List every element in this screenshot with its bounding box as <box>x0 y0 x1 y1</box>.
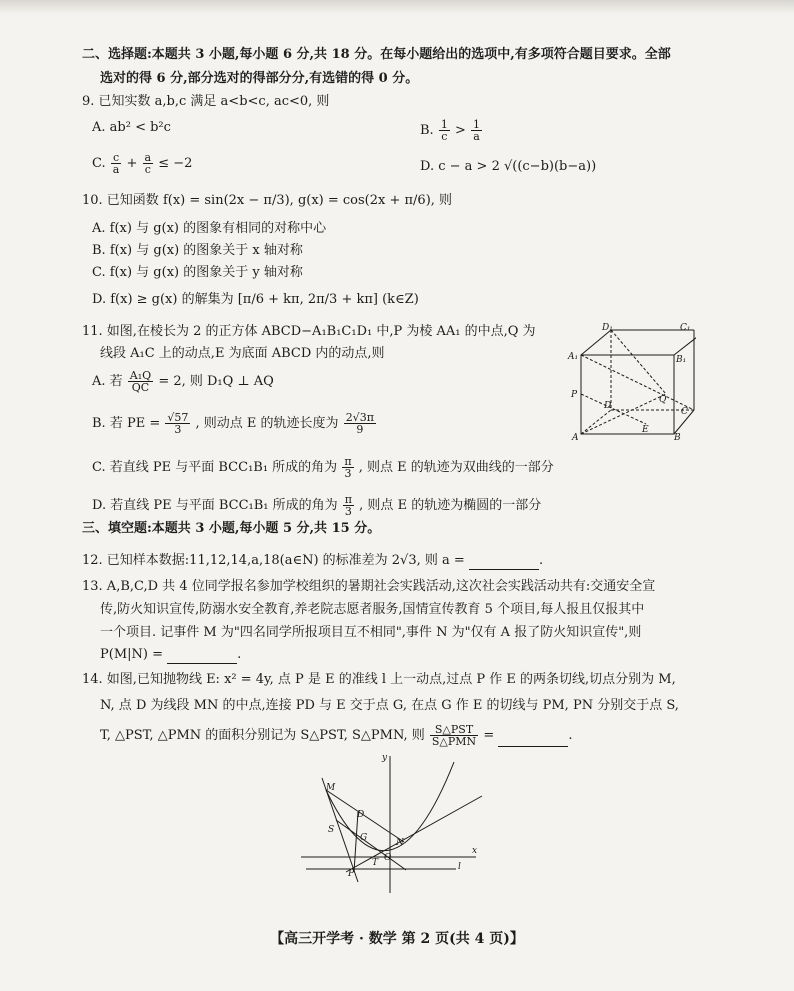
label-x: x <box>472 846 478 856</box>
label-b1: B₁ <box>676 355 687 365</box>
q9-option-a: A. ab² < b²c <box>92 120 171 135</box>
page-footer: 【高三开学考 · 数学 第 2 页(共 4 页)】 <box>270 931 524 947</box>
q13-answer-blank[interactable] <box>167 651 237 664</box>
label-y: y <box>382 753 388 763</box>
label-s: S <box>328 825 335 835</box>
cube-edge-ad <box>581 410 611 434</box>
segment-pd <box>354 812 358 872</box>
q11-stem-line1: 11. 如图,在棱长为 2 的正方体 ABCD−A₁B₁C₁D₁ 中,P 为棱 AA₁ 的中点,Q 为 <box>82 324 536 339</box>
label-t: T <box>372 858 379 868</box>
q13-line2: 传,防火知识宣传,防溺水安全教育,养老院志愿者服务,国情宣传教育 5 个项目,每人报且仅报其中 <box>100 602 645 617</box>
q13-line3: 一个项目. 记事件 M 为"四名同学所报项目互不相同",事件 N 为"仅有 A 报了防火知识宣传",则 <box>100 625 642 640</box>
q9-option-b: B. $\frac{1}{c}$ > $\frac{1}{a}$ <box>420 118 481 143</box>
label-a: A <box>572 433 579 443</box>
q12-text: 12. 已知样本数据:11,12,14,a,18(a∈N) 的标准差为 2√3, 则 a = . <box>82 553 544 568</box>
section2-heading-line1: 二、选择题:本题共 3 小题,每小题 6 分,共 18 分。在每小题给出的选项中,有多项符合题目要求。全部 <box>82 47 671 62</box>
cube-segment-d1q <box>611 330 666 394</box>
label-m: M <box>326 783 336 793</box>
q10-stem: 10. 已知函数 f(x) = sin(2x − π/3), g(x) = cos(2x + π/6), 则 <box>82 193 453 208</box>
label-d: D <box>604 401 612 411</box>
q13-line1: 13. A,B,C,D 共 4 位同学报名参加学校组织的暑期社会实践活动,这次社会实践活动共有:交通安全宣 <box>82 579 656 594</box>
q11-option-b: B. 若 PE = $\frac{√57}{3}$ , 则动点 E 的轨迹长度为 $\frac{2√3\pi}{9}$ <box>92 411 374 436</box>
q10-option-d: D. f(x) ≥ g(x) 的解集为 [π/6 + kπ, 2π/3 + kπ] (k∈Z) <box>92 292 419 307</box>
label-d1: D₁ <box>602 323 613 333</box>
q11-option-d: D. 若直线 PE 与平面 BCC₁B₁ 所成的角为 $\frac{\pi}{3}$ , 则点 E 的轨迹为椭圆的一部分 <box>92 493 542 518</box>
label-c1: C₁ <box>680 323 691 333</box>
paper-top-edge <box>0 0 794 14</box>
q10-option-a: A. f(x) 与 g(x) 的图象有相同的对称中心 <box>92 221 327 236</box>
cube-figure <box>566 322 696 444</box>
label-e: E <box>642 425 649 435</box>
q13-line4: P(M|N) = . <box>100 647 242 662</box>
q11-stem-line2: 线段 A₁C 上的动点,E 为底面 ABCD 内的动点,则 <box>100 346 385 361</box>
cube-edge-b1c1 <box>674 330 696 355</box>
q14-answer-blank[interactable] <box>498 734 568 747</box>
parabola-figure <box>296 748 486 898</box>
label-g: G <box>360 833 368 843</box>
label-q: Q <box>659 395 667 405</box>
label-p: P <box>348 869 355 879</box>
label-b: B <box>674 433 681 443</box>
cube-segment-pe <box>581 394 646 424</box>
section2-heading-line2: 选对的得 6 分,部分选对的得部分分,有选错的得 0 分。 <box>100 71 419 86</box>
label-p: P <box>571 390 578 400</box>
label-d: D <box>357 810 365 820</box>
q14-line3: T, △PST, △PMN 的面积分别记为 S△PST, S△PMN, 则 $\frac{\text{S△PST}}{\text{S△PMN}}$ = . <box>100 723 573 748</box>
q10-option-b: B. f(x) 与 g(x) 的图象关于 x 轴对称 <box>92 243 303 258</box>
label-l: l <box>458 862 461 872</box>
q9-option-d: D. c − a > 2 √((c−b)(b−a)) <box>420 159 597 174</box>
q12-answer-blank[interactable] <box>469 557 539 570</box>
q14-line2: N, 点 D 为线段 MN 的中点,连接 PD 与 E 交于点 G, 在点 G 作 E 的切线与 PM, PN 分别交于点 S, <box>100 698 679 713</box>
label-c: C <box>681 407 688 417</box>
q11-option-c: C. 若直线 PE 与平面 BCC₁B₁ 所成的角为 $\frac{\pi}{3}$ , 则点 E 的轨迹为双曲线的一部分 <box>92 455 554 480</box>
label-o: O <box>384 853 392 863</box>
section3-heading: 三、填空题:本题共 3 小题,每小题 5 分,共 15 分。 <box>82 521 381 536</box>
label-a1: A₁ <box>568 352 579 362</box>
q14-line1: 14. 如图,已知抛物线 E: x² = 4y, 点 P 是 E 的准线 l 上一动点,过点 P 作 E 的两条切线,切点分别为 M, <box>82 672 676 687</box>
q9-stem: 9. 已知实数 a,b,c 满足 a<b<c, ac<0, 则 <box>82 94 330 109</box>
q9-option-c: C. $\frac{c}{a}$ + $\frac{a}{c}$ ≤ −2 <box>92 151 193 176</box>
q10-option-c: C. f(x) 与 g(x) 的图象关于 y 轴对称 <box>92 265 303 280</box>
q11-option-a: A. 若 $\frac{\text{A₁Q}}{QC}$ = 2, 则 D₁Q ⊥ AQ <box>92 369 274 394</box>
label-n: N <box>396 838 404 848</box>
cube-edge-a1d1 <box>581 330 611 355</box>
